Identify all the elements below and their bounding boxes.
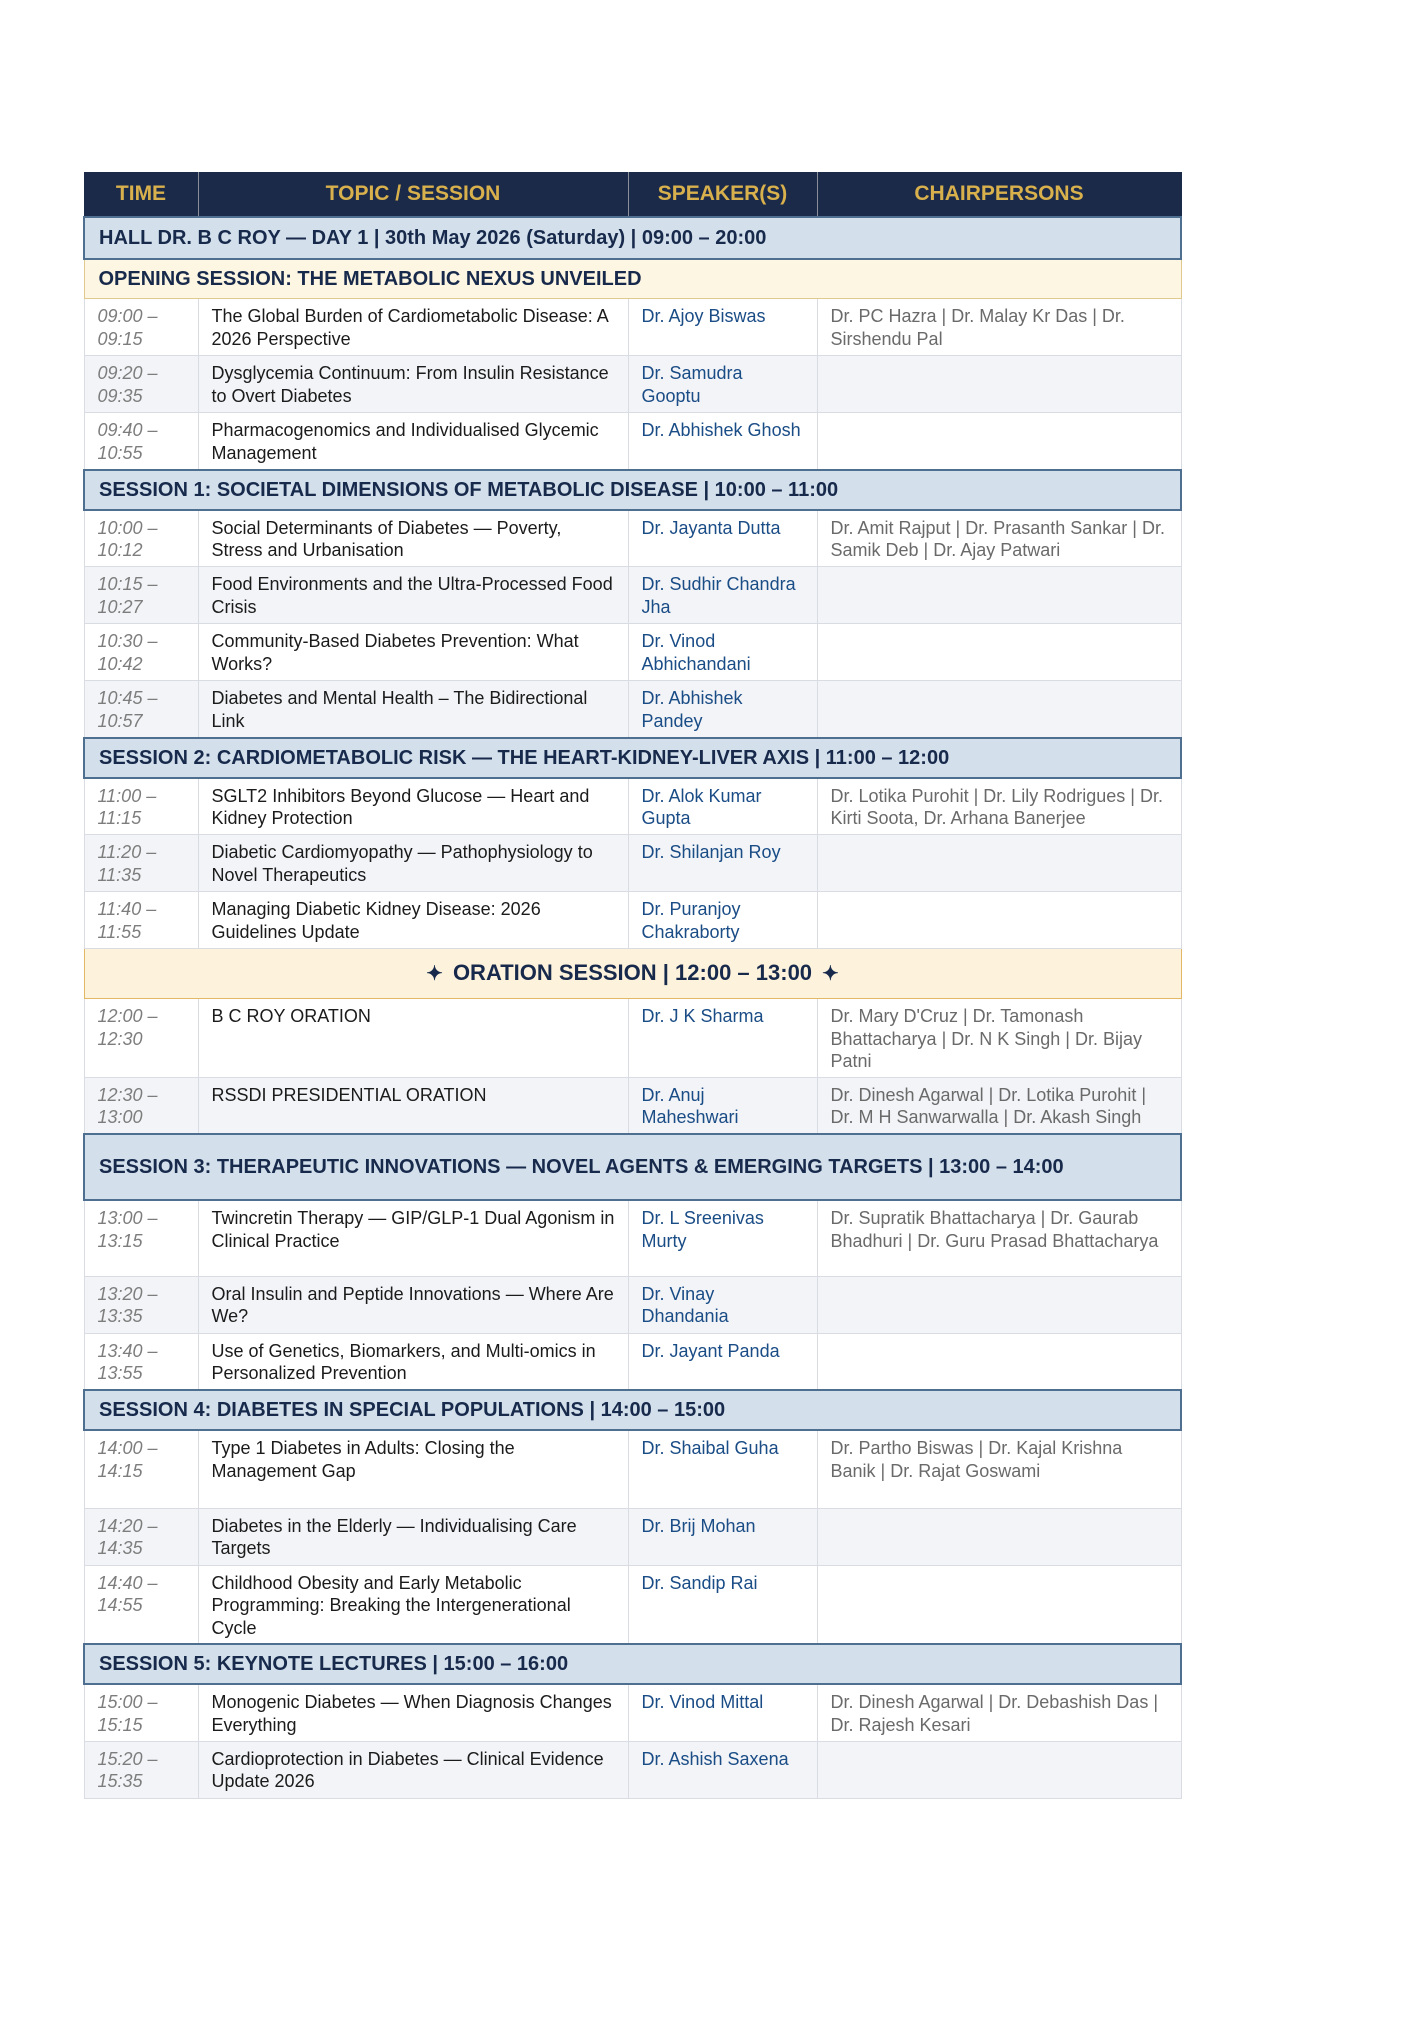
- speaker-cell: Dr. Brij Mohan: [628, 1508, 817, 1565]
- table-row: [84, 1741, 1181, 1798]
- topic-cell: Dysglycemia Continuum: From Insulin Resistance to Overt Diabetes: [198, 356, 628, 413]
- table-row: [84, 624, 1181, 681]
- speaker-cell: Dr. Ashish Saxena: [628, 1741, 817, 1798]
- session-title: SESSION 5: KEYNOTE LECTURES | 15:00 – 16:00: [84, 1644, 1181, 1684]
- speaker-cell: Dr. Ajoy Biswas: [628, 299, 817, 356]
- chair-cell: [817, 1741, 1181, 1798]
- table-row: [84, 1276, 1181, 1333]
- hall-banner-text: HALL DR. B C ROY — DAY 1 | 30th May 2026 (Saturday) | 09:00 – 20:00: [84, 217, 1181, 259]
- session-header-oration: [84, 949, 1181, 999]
- time-cell: 10:15 – 10:27: [84, 567, 198, 624]
- speaker-cell: Dr. Sudhir Chandra Jha: [628, 567, 817, 624]
- time-cell: 15:20 – 15:35: [84, 1741, 198, 1798]
- speaker-cell: Dr. Alok Kumar Gupta: [628, 778, 817, 835]
- chair-cell: [817, 1276, 1181, 1333]
- table-row: [84, 1508, 1181, 1565]
- table-row: [84, 356, 1181, 413]
- time-cell: 09:20 – 09:35: [84, 356, 198, 413]
- table-row: [84, 567, 1181, 624]
- time-cell: 10:00 – 10:12: [84, 510, 198, 567]
- program-table: [83, 172, 1182, 1799]
- speaker-cell: Dr. Puranjoy Chakraborty: [628, 892, 817, 949]
- topic-cell: Monogenic Diabetes — When Diagnosis Changes Everything: [198, 1684, 628, 1741]
- chair-cell: Dr. Partho Biswas | Dr. Kajal Krishna Banik | Dr. Rajat Goswami: [817, 1430, 1181, 1508]
- table-row: [84, 1684, 1181, 1741]
- chair-cell: Dr. Supratik Bhattacharya | Dr. Gaurab Bhadhuri | Dr. Guru Prasad Bhattacharya: [817, 1200, 1181, 1276]
- speaker-cell: Dr. Samudra Gooptu: [628, 356, 817, 413]
- star-icon: ✦: [426, 963, 443, 985]
- speaker-cell: Dr. Jayant Panda: [628, 1333, 817, 1390]
- chair-cell: Dr. Mary D'Cruz | Dr. Tamonash Bhattacharya | Dr. N K Singh | Dr. Bijay Patni: [817, 999, 1181, 1078]
- table-row: [84, 1430, 1181, 1508]
- time-cell: 10:45 – 10:57: [84, 681, 198, 738]
- time-cell: 15:00 – 15:15: [84, 1684, 198, 1741]
- speaker-cell: Dr. Vinod Mittal: [628, 1684, 817, 1741]
- topic-cell: Diabetic Cardiomyopathy — Pathophysiology to Novel Therapeutics: [198, 835, 628, 892]
- speaker-cell: Dr. Shaibal Guha: [628, 1430, 817, 1508]
- speaker-cell: Dr. Sandip Rai: [628, 1565, 817, 1644]
- table-row: [84, 1200, 1181, 1276]
- table-row: [84, 999, 1181, 1078]
- topic-cell: Oral Insulin and Peptide Innovations — Where Are We?: [198, 1276, 628, 1333]
- time-cell: 13:20 – 13:35: [84, 1276, 198, 1333]
- table-row: [84, 299, 1181, 356]
- session-header-3: [84, 1134, 1181, 1200]
- time-cell: 12:00 – 12:30: [84, 999, 198, 1078]
- chair-cell: [817, 1508, 1181, 1565]
- speaker-cell: Dr. Anuj Maheshwari: [628, 1077, 817, 1134]
- time-cell: 14:40 – 14:55: [84, 1565, 198, 1644]
- table-row: [84, 1565, 1181, 1644]
- time-cell: 13:40 – 13:55: [84, 1333, 198, 1390]
- table-row: [84, 892, 1181, 949]
- chair-cell: Dr. Amit Rajput | Dr. Prasanth Sankar | Dr. Samik Deb | Dr. Ajay Patwari: [817, 510, 1181, 567]
- session-title: OPENING SESSION: THE METABOLIC NEXUS UNVEILED: [84, 259, 1181, 299]
- session-title: ORATION SESSION | 12:00 – 13:00: [452, 960, 813, 985]
- time-cell: 11:20 – 11:35: [84, 835, 198, 892]
- chair-cell: Dr. PC Hazra | Dr. Malay Kr Das | Dr. Sirshendu Pal: [817, 299, 1181, 356]
- topic-cell: Diabetes in the Elderly — Individualising Care Targets: [198, 1508, 628, 1565]
- chair-cell: Dr. Lotika Purohit | Dr. Lily Rodrigues | Dr. Kirti Soota, Dr. Arhana Banerjee: [817, 778, 1181, 835]
- session-header-opening: [84, 259, 1181, 299]
- speaker-cell: Dr. Vinod Abhichandani: [628, 624, 817, 681]
- topic-cell: Use of Genetics, Biomarkers, and Multi-omics in Personalized Prevention: [198, 1333, 628, 1390]
- session-header-4: [84, 1390, 1181, 1430]
- topic-cell: Food Environments and the Ultra-Processed Food Crisis: [198, 567, 628, 624]
- topic-cell: Pharmacogenomics and Individualised Glycemic Management: [198, 413, 628, 470]
- time-cell: 14:00 – 14:15: [84, 1430, 198, 1508]
- topic-cell: Cardioprotection in Diabetes — Clinical Evidence Update 2026: [198, 1741, 628, 1798]
- table-row: [84, 778, 1181, 835]
- table-header-row: [84, 173, 1181, 217]
- table-row: [84, 413, 1181, 470]
- time-cell: 10:30 – 10:42: [84, 624, 198, 681]
- speaker-cell: Dr. Abhishek Ghosh: [628, 413, 817, 470]
- chair-cell: [817, 892, 1181, 949]
- speaker-cell: Dr. J K Sharma: [628, 999, 817, 1078]
- chair-cell: [817, 413, 1181, 470]
- chair-cell: [817, 1565, 1181, 1644]
- time-cell: 14:20 – 14:35: [84, 1508, 198, 1565]
- time-cell: 11:40 – 11:55: [84, 892, 198, 949]
- speaker-cell: Dr. Jayanta Dutta: [628, 510, 817, 567]
- chair-cell: [817, 1333, 1181, 1390]
- table-row: [84, 1077, 1181, 1134]
- topic-cell: Twincretin Therapy — GIP/GLP-1 Dual Agonism in Clinical Practice: [198, 1200, 628, 1276]
- session-title: SESSION 2: CARDIOMETABOLIC RISK — THE HEART-KIDNEY-LIVER AXIS | 11:00 – 12:00: [84, 738, 1181, 778]
- topic-cell: Diabetes and Mental Health – The Bidirectional Link: [198, 681, 628, 738]
- topic-cell: Social Determinants of Diabetes — Poverty, Stress and Urbanisation: [198, 510, 628, 567]
- chair-cell: [817, 624, 1181, 681]
- topic-cell: The Global Burden of Cardiometabolic Disease: A 2026 Perspective: [198, 299, 628, 356]
- table-row: [84, 510, 1181, 567]
- time-cell: 09:00 – 09:15: [84, 299, 198, 356]
- topic-cell: Community-Based Diabetes Prevention: What Works?: [198, 624, 628, 681]
- header-topic: TOPIC / SESSION: [198, 173, 628, 217]
- speaker-cell: Dr. Shilanjan Roy: [628, 835, 817, 892]
- topic-cell: RSSDI PRESIDENTIAL ORATION: [198, 1077, 628, 1134]
- hall-banner: [84, 217, 1181, 259]
- chair-cell: Dr. Dinesh Agarwal | Dr. Debashish Das | Dr. Rajesh Kesari: [817, 1684, 1181, 1741]
- chair-cell: [817, 835, 1181, 892]
- chair-cell: Dr. Dinesh Agarwal | Dr. Lotika Purohit | Dr. M H Sanwarwalla | Dr. Akash Singh: [817, 1077, 1181, 1134]
- topic-cell: Childhood Obesity and Early Metabolic Programming: Breaking the Intergenerational Cycle: [198, 1565, 628, 1644]
- oration-title: [84, 949, 1181, 999]
- time-cell: 13:00 – 13:15: [84, 1200, 198, 1276]
- time-cell: 11:00 – 11:15: [84, 778, 198, 835]
- header-time: TIME: [84, 173, 198, 217]
- header-speaker: SPEAKER(S): [628, 173, 817, 217]
- table-row: [84, 681, 1181, 738]
- chair-cell: [817, 567, 1181, 624]
- star-icon: ✦: [822, 963, 839, 985]
- session-header-2: [84, 738, 1181, 778]
- topic-cell: B C ROY ORATION: [198, 999, 628, 1078]
- table-row: [84, 835, 1181, 892]
- session-title: SESSION 3: THERAPEUTIC INNOVATIONS — NOVEL AGENTS & EMERGING TARGETS | 13:00 – 14:00: [84, 1134, 1181, 1200]
- session-title: SESSION 1: SOCIETAL DIMENSIONS OF METABOLIC DISEASE | 10:00 – 11:00: [84, 470, 1181, 510]
- table-row: [84, 1333, 1181, 1390]
- topic-cell: Managing Diabetic Kidney Disease: 2026 Guidelines Update: [198, 892, 628, 949]
- session-title: SESSION 4: DIABETES IN SPECIAL POPULATIONS | 14:00 – 15:00: [84, 1390, 1181, 1430]
- speaker-cell: Dr. Vinay Dhandania: [628, 1276, 817, 1333]
- time-cell: 12:30 – 13:00: [84, 1077, 198, 1134]
- session-header-5: [84, 1644, 1181, 1684]
- chair-cell: [817, 356, 1181, 413]
- session-header-1: [84, 470, 1181, 510]
- speaker-cell: Dr. Abhishek Pandey: [628, 681, 817, 738]
- chair-cell: [817, 681, 1181, 738]
- header-chairpersons: CHAIRPERSONS: [817, 173, 1181, 217]
- time-cell: 09:40 – 10:55: [84, 413, 198, 470]
- topic-cell: Type 1 Diabetes in Adults: Closing the Management Gap: [198, 1430, 628, 1508]
- topic-cell: SGLT2 Inhibitors Beyond Glucose — Heart and Kidney Protection: [198, 778, 628, 835]
- speaker-cell: Dr. L Sreenivas Murty: [628, 1200, 817, 1276]
